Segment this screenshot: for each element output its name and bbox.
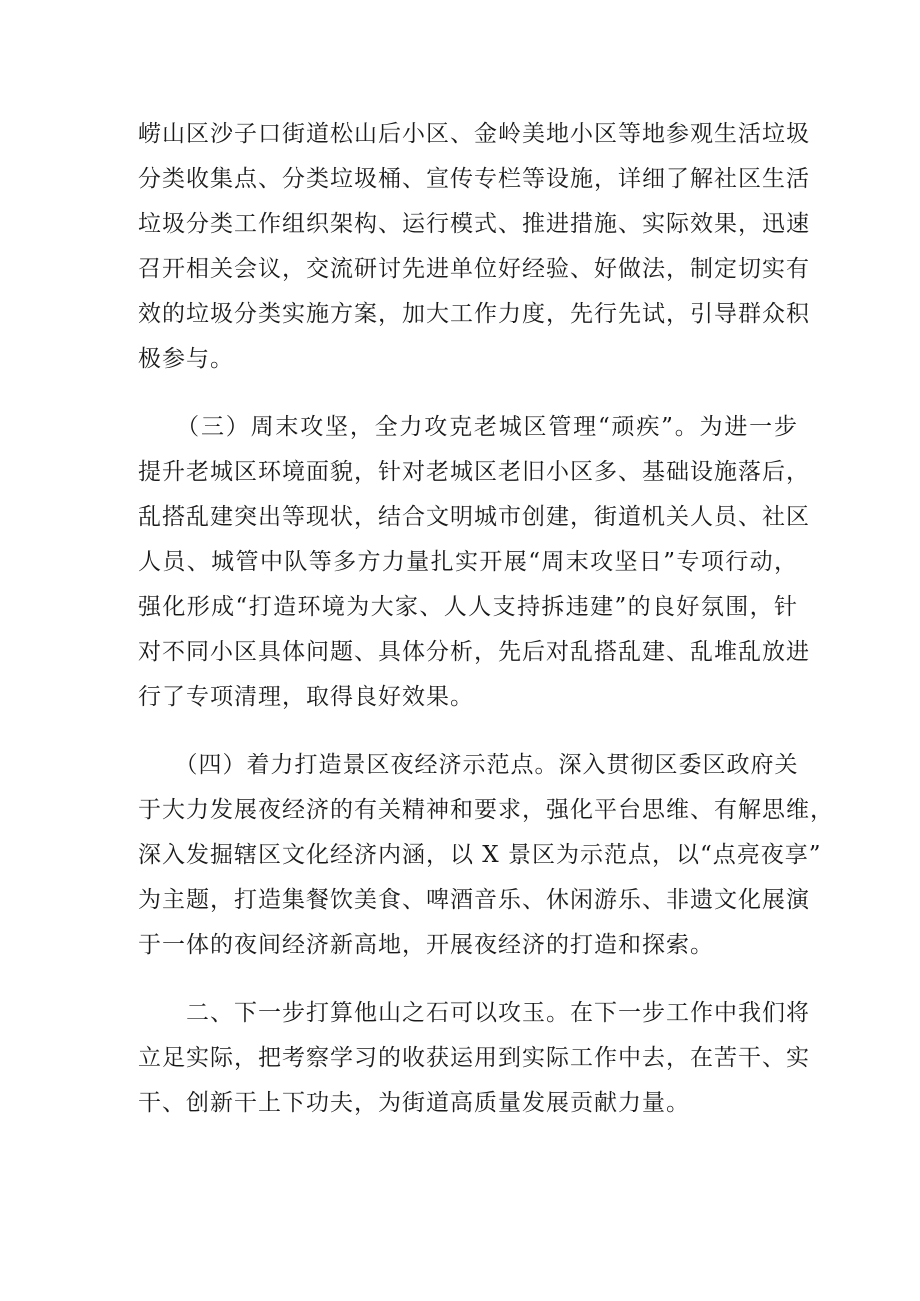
paragraph-1 (138, 112, 810, 382)
text-line: 行了专项清理，取得良好效果。 (138, 684, 474, 710)
paragraph-2 (138, 405, 810, 720)
text-line: 深入发掘辖区文化经济内涵，以 X 景区为示范点，以“点亮夜享” (138, 842, 822, 868)
paragraph-4 (138, 991, 810, 1126)
text-line: 对不同小区具体问题、具体分析，先后对乱搭乱建、乱堆乱放进 (138, 639, 810, 665)
text-line: 崂山区沙子口街道松山后小区、金岭美地小区等地参观生活垃圾 (138, 121, 810, 147)
paragraph-3 (138, 743, 834, 968)
text-line: 于一体的夜间经济新高地，开展夜经济的打造和探索。 (138, 932, 714, 958)
text-line: （三）周末攻坚，全力攻克老城区管理“顽疾”。为进一步 (138, 414, 798, 440)
text-line: 乱搭乱建突出等现状，结合文明城市创建，街道机关人员、社区 (138, 504, 810, 530)
text-line: 二、下一步打算他山之石可以攻玉。在下一步工作中我们将 (138, 1000, 810, 1026)
text-line: 干、创新干上下功夫，为街道高质量发展贡献力量。 (138, 1090, 690, 1116)
text-line: 强化形成“打造环境为大家、人人支持拆违建”的良好氛围，针 (138, 594, 798, 620)
text-line: 垃圾分类工作组织架构、运行模式、推进措施、实际效果，迅速 (138, 211, 810, 237)
paragraph-gap (138, 720, 798, 743)
text-line: 效的垃圾分类实施方案，加大工作力度，先行先试，引导群众积 (138, 301, 810, 327)
text-line: 提升老城区环境面貌，针对老城区老旧小区多、基础设施落后， (138, 459, 810, 485)
document-body (138, 112, 834, 1126)
text-line: 为主题，打造集餐饮美食、啤酒音乐、休闲游乐、非遗文化展演 (138, 887, 810, 913)
text-line: 人员、城管中队等多方力量扎实开展“周末攻坚日”专项行动， (138, 549, 798, 575)
paragraph-gap (138, 968, 798, 991)
text-line: （四）着力打造景区夜经济示范点。深入贯彻区委区政府关 (138, 752, 799, 778)
text-line: 极参与。 (138, 346, 234, 372)
text-line: 分类收集点、分类垃圾桶、宣传专栏等设施，详细了解社区生活 (138, 166, 810, 192)
text-line: 于大力发展夜经济的有关精神和要求，强化平台思维、有解思维， (138, 797, 834, 823)
text-line: 召开相关会议，交流研讨先进单位好经验、好做法，制定切实有 (138, 256, 810, 282)
text-line: 立足实际，把考察学习的收获运用到实际工作中去，在苦干、实 (138, 1045, 810, 1071)
paragraph-gap (138, 382, 798, 405)
